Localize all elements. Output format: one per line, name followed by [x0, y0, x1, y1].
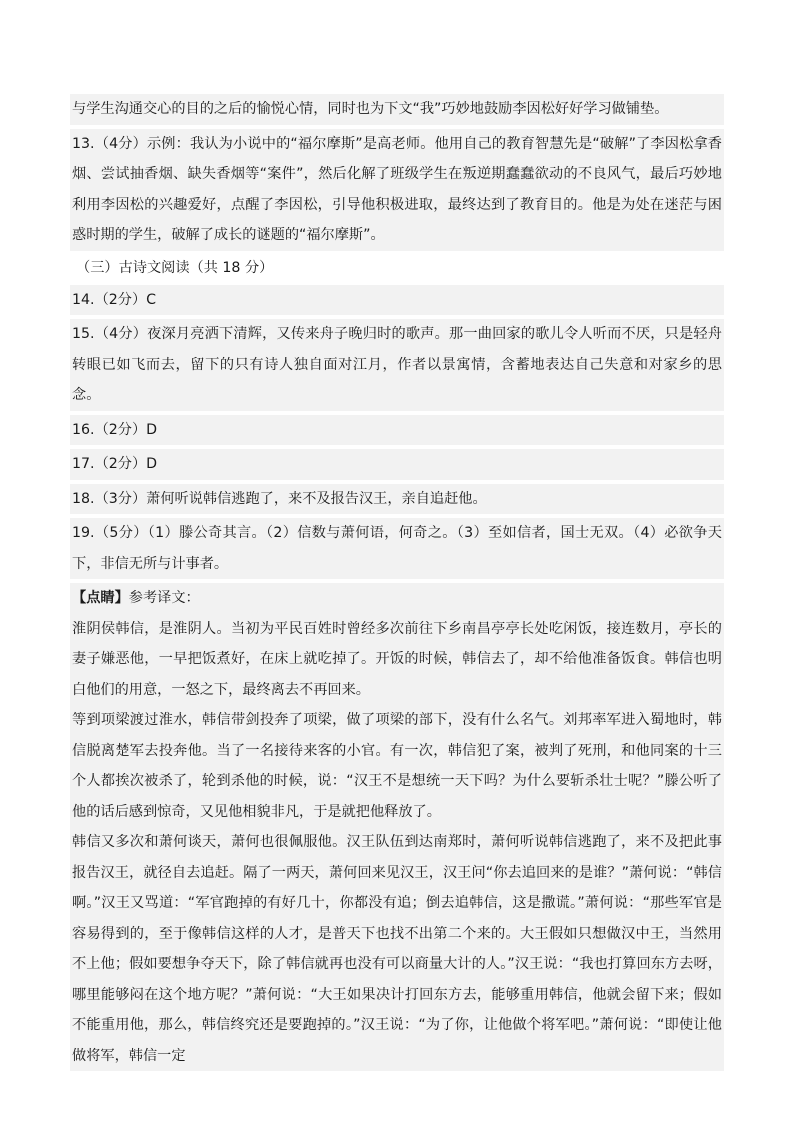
- document-page: [70, 94, 724, 1075]
- answer-17: [70, 449, 724, 480]
- answer-15: [70, 319, 724, 411]
- answer-16-text: 16.（2分）D: [72, 421, 158, 438]
- section-heading-text: （三）古诗文阅读（共 18 分）: [76, 259, 274, 276]
- answer-19: [70, 518, 724, 579]
- answer-15-text: 15.（4分）夜深月亮洒下清辉，又传来舟子晚归时的歌声。那一曲回家的歌儿令人听而不厌，只是轻舟转眼已如飞而去，留下的只有诗人独自面对江月，作者以景寓情，含蓄地表达自己失意和对家乡的思念。: [72, 326, 722, 403]
- answer-14: [70, 285, 724, 316]
- answer-12-tail: [70, 94, 724, 125]
- translation-paragraph-1: 淮阴侯韩信，是淮阴人。当初为平民百姓时曾经多次前往下乡南昌亭亭长处吃闲饭，接连数月，亭长的妻子嫌恶他，一早把饭煮好，在床上就吃掉了。开饭的时候，韩信去了，却不给他准备饭食。韩信也明白他们的用意，一怒之下，最终离去不再回来。: [72, 620, 722, 698]
- answer-13: [70, 129, 724, 251]
- answer-13-text: 13.（4分）示例：我认为小说中的“福尔摩斯”是高老师。他用自己的教育智慧先是“破解”了李因松拿香烟、尝试抽香烟、缺失香烟等“案件”，然后化解了班级学生在叛逆期蠢蠢欲动的不良风气，最后巧妙地利用李因松的兴趣爱好，点醒了李因松，引导他积极进取，最终达到了教育目的。他是为处在迷茫与困惑时期的学生，破解了成长的谜题的“福尔摩斯”。: [72, 135, 722, 243]
- answer-17-text: 17.（2分）D: [72, 456, 158, 472]
- translation-paragraph-3: 韩信又多次和萧何谈天，萧何也很佩服他。汉王队伍到达南郑时，萧何听说韩信逃跑了，来不及把此事报告汉王，就径自去追赶。隔了一两天，萧何回来见汉王，汉王问“你去追回来的是谁？”萧何说：“韩信啊。”汉王又骂道：“军官跑掉的有好几十，你都没有追；倒去追韩信，这是撒谎。”萧何说：“那些军官是容易得到的，至于像韩信这样的人才，是普天下也找不出第二个来的。大王假如只想做汉中王，当然用不上他；假如要想争夺天下，除了韩信就再也没有可以商量大计的人。”汉王说：“我也打算回东方去呀，哪里能够闷在这个地方呢？”萧何说：“大王如果决计打回东方去，能够重用韩信，他就会留下来；假如不能重用他，那么，韩信终究还是要跑掉的。”汉王说：“为了你，让他做个将军吧。”萧何说：“即使让他做将军，韩信一定: [72, 834, 722, 1064]
- note-translation: [70, 583, 724, 1071]
- answer-12-text: 与学生沟通交心的目的之后的愉悦心情，同时也为下文“我”巧妙地鼓励李因松好好学习做铺垫。: [72, 101, 669, 117]
- answer-14-text: 14.（2分）C: [72, 291, 157, 308]
- note-mark: 【点睛】: [72, 590, 129, 606]
- answer-18: [70, 484, 724, 515]
- note-title: 参考译文：: [128, 590, 200, 606]
- note-heading: [72, 583, 722, 614]
- translation-paragraph-2: 等到项梁渡过淮水，韩信带剑投奔了项梁，做了项梁的部下，没有什么名气。刘邦率军进入蜀地时，韩信脱离楚军去投奔他。当了一名接待来客的小官。有一次，韩信犯了案，被判了死刑，和他同案的十三个人都挨次被杀了，轮到杀他的时候，说：“汉王不是想统一天下吗？为什么要斩杀壮士呢？”滕公听了他的话后感到惊奇，又见他相貌非凡，于是就把他释放了。: [72, 712, 722, 820]
- section-heading-classical-reading: [70, 255, 724, 281]
- answer-18-text: 18.（3分）萧何听说韩信逃跑了，来不及报告汉王，亲自追赶他。: [72, 490, 487, 507]
- answer-19-text: 19.（5分）（1）滕公奇其言。（2）信数与萧何语，何奇之。（3）至如信者，国士无双。（4）必欲争天下，非信无所与计事者。: [72, 525, 722, 572]
- answer-16: [70, 415, 724, 446]
